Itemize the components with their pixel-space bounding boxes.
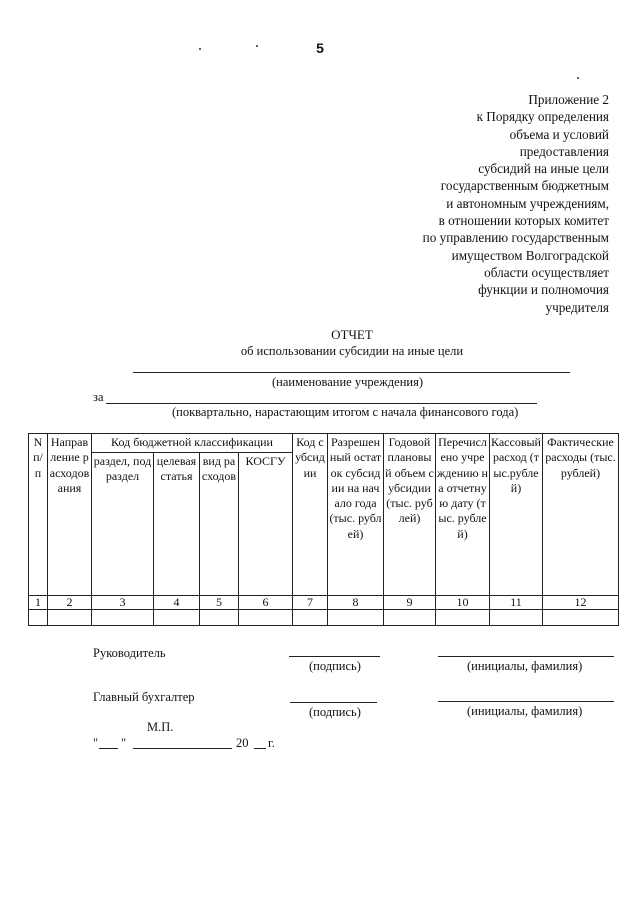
empty-cell[interactable] [293,610,328,626]
header-cash-expense: Кассовый расход (тыс.рублей) [490,434,543,596]
report-title: ОТЧЕТ [331,327,373,342]
header-actual-expense: Фактические расходы (тыс.рублей) [543,434,619,596]
column-number: 9 [384,596,436,610]
column-number: 10 [436,596,490,610]
header-allowed-balance: Разрешенный остаток субсидии на начало года (тыс. рублей) [328,434,384,596]
date-month-line[interactable] [133,748,232,749]
date-year-prefix: 20 [236,736,249,750]
head-initials-hint: (инициалы, фамилия) [467,659,583,673]
institution-hint: (наименование учреждения) [272,375,423,389]
column-number: 1 [29,596,48,610]
scan-speck [256,45,258,47]
appendix-line: учредителя [545,299,609,315]
column-number: 4 [154,596,200,610]
column-number: 12 [543,596,619,610]
page-number: 5 [316,40,324,56]
appendix-line: в отношении которых комитет [438,213,609,229]
report-table [28,433,619,626]
appendix-line: функции и полномочия [478,282,609,298]
column-number: 5 [200,596,239,610]
column-number: 11 [490,596,543,610]
column-number: 3 [92,596,154,610]
header-transferred: Перечислено учреждению на отчетную дату (тыс. рублей) [436,434,490,596]
appendix-line: к Порядку определения [476,109,609,125]
empty-cell[interactable] [328,610,384,626]
institution-fill-line [133,372,570,373]
accountant-initials-hint: (инициалы, фамилия) [467,704,583,718]
head-signature-hint: (подпись) [309,659,361,673]
date-year-suffix: г. [268,736,275,750]
appendix-line: объема и условий [509,126,609,142]
date-quote-close: " [121,736,127,750]
empty-cell[interactable] [239,610,293,626]
accountant-label: Главный бухгалтер [93,690,195,704]
header-expense-type: вид расходов [200,453,239,596]
date-quote-open: " [93,736,99,750]
empty-cell[interactable] [92,610,154,626]
head-initials-line[interactable] [438,656,614,657]
empty-cell[interactable] [200,610,239,626]
appendix-line: предоставления [519,143,609,159]
appendix-line: и автономным учреждениям, [446,195,609,211]
appendix-line: Приложение 2 [528,92,609,107]
scan-speck [577,77,579,79]
period-hint: (поквартально, нарастающим итогом с начала финансового года) [172,405,519,419]
column-number: 6 [239,596,293,610]
accountant-signature-hint: (подпись) [309,705,361,719]
scan-speck [199,48,201,50]
period-fill-line [106,403,537,404]
empty-cell[interactable] [490,610,543,626]
date-year-line[interactable] [254,748,266,749]
column-number: 7 [293,596,328,610]
appendix-line: субсидий на иные цели [478,161,609,177]
period-prefix: за [93,390,104,404]
header-kbk-group: Код бюджетной классификации [92,434,293,453]
appendix-line: области осуществляет [484,264,609,280]
accountant-initials-line[interactable] [438,701,614,702]
empty-cell[interactable] [384,610,436,626]
header-num: N п/п [29,434,48,596]
empty-cell[interactable] [543,610,619,626]
header-kosgu: КОСГУ [239,453,293,596]
header-subsidy-code: Код субсидии [293,434,328,596]
stamp-label: М.П. [147,720,174,734]
appendix-block [423,91,609,316]
date-day-line[interactable] [99,748,118,749]
header-section: раздел, подраздел [92,453,154,596]
column-number: 8 [328,596,384,610]
empty-cell[interactable] [48,610,92,626]
empty-cell[interactable] [436,610,490,626]
appendix-line: государственным бюджетным [440,178,609,194]
head-signature-line[interactable] [289,656,380,657]
table-row [29,610,619,626]
appendix-line: по управлению государственным [422,230,609,246]
header-direction: Направление расходования [48,434,92,596]
empty-cell[interactable] [29,610,48,626]
header-target-article: целевая статья [154,453,200,596]
column-number: 2 [48,596,92,610]
accountant-signature-line[interactable] [290,702,377,703]
empty-cell[interactable] [154,610,200,626]
report-subtitle: об использовании субсидии на иные цели [240,344,464,358]
header-annual-plan: Годовой плановый объем субсидии (тыс. рублей) [384,434,436,596]
head-label: Руководитель [93,646,166,660]
appendix-line: имуществом Волгоградской [451,247,609,263]
